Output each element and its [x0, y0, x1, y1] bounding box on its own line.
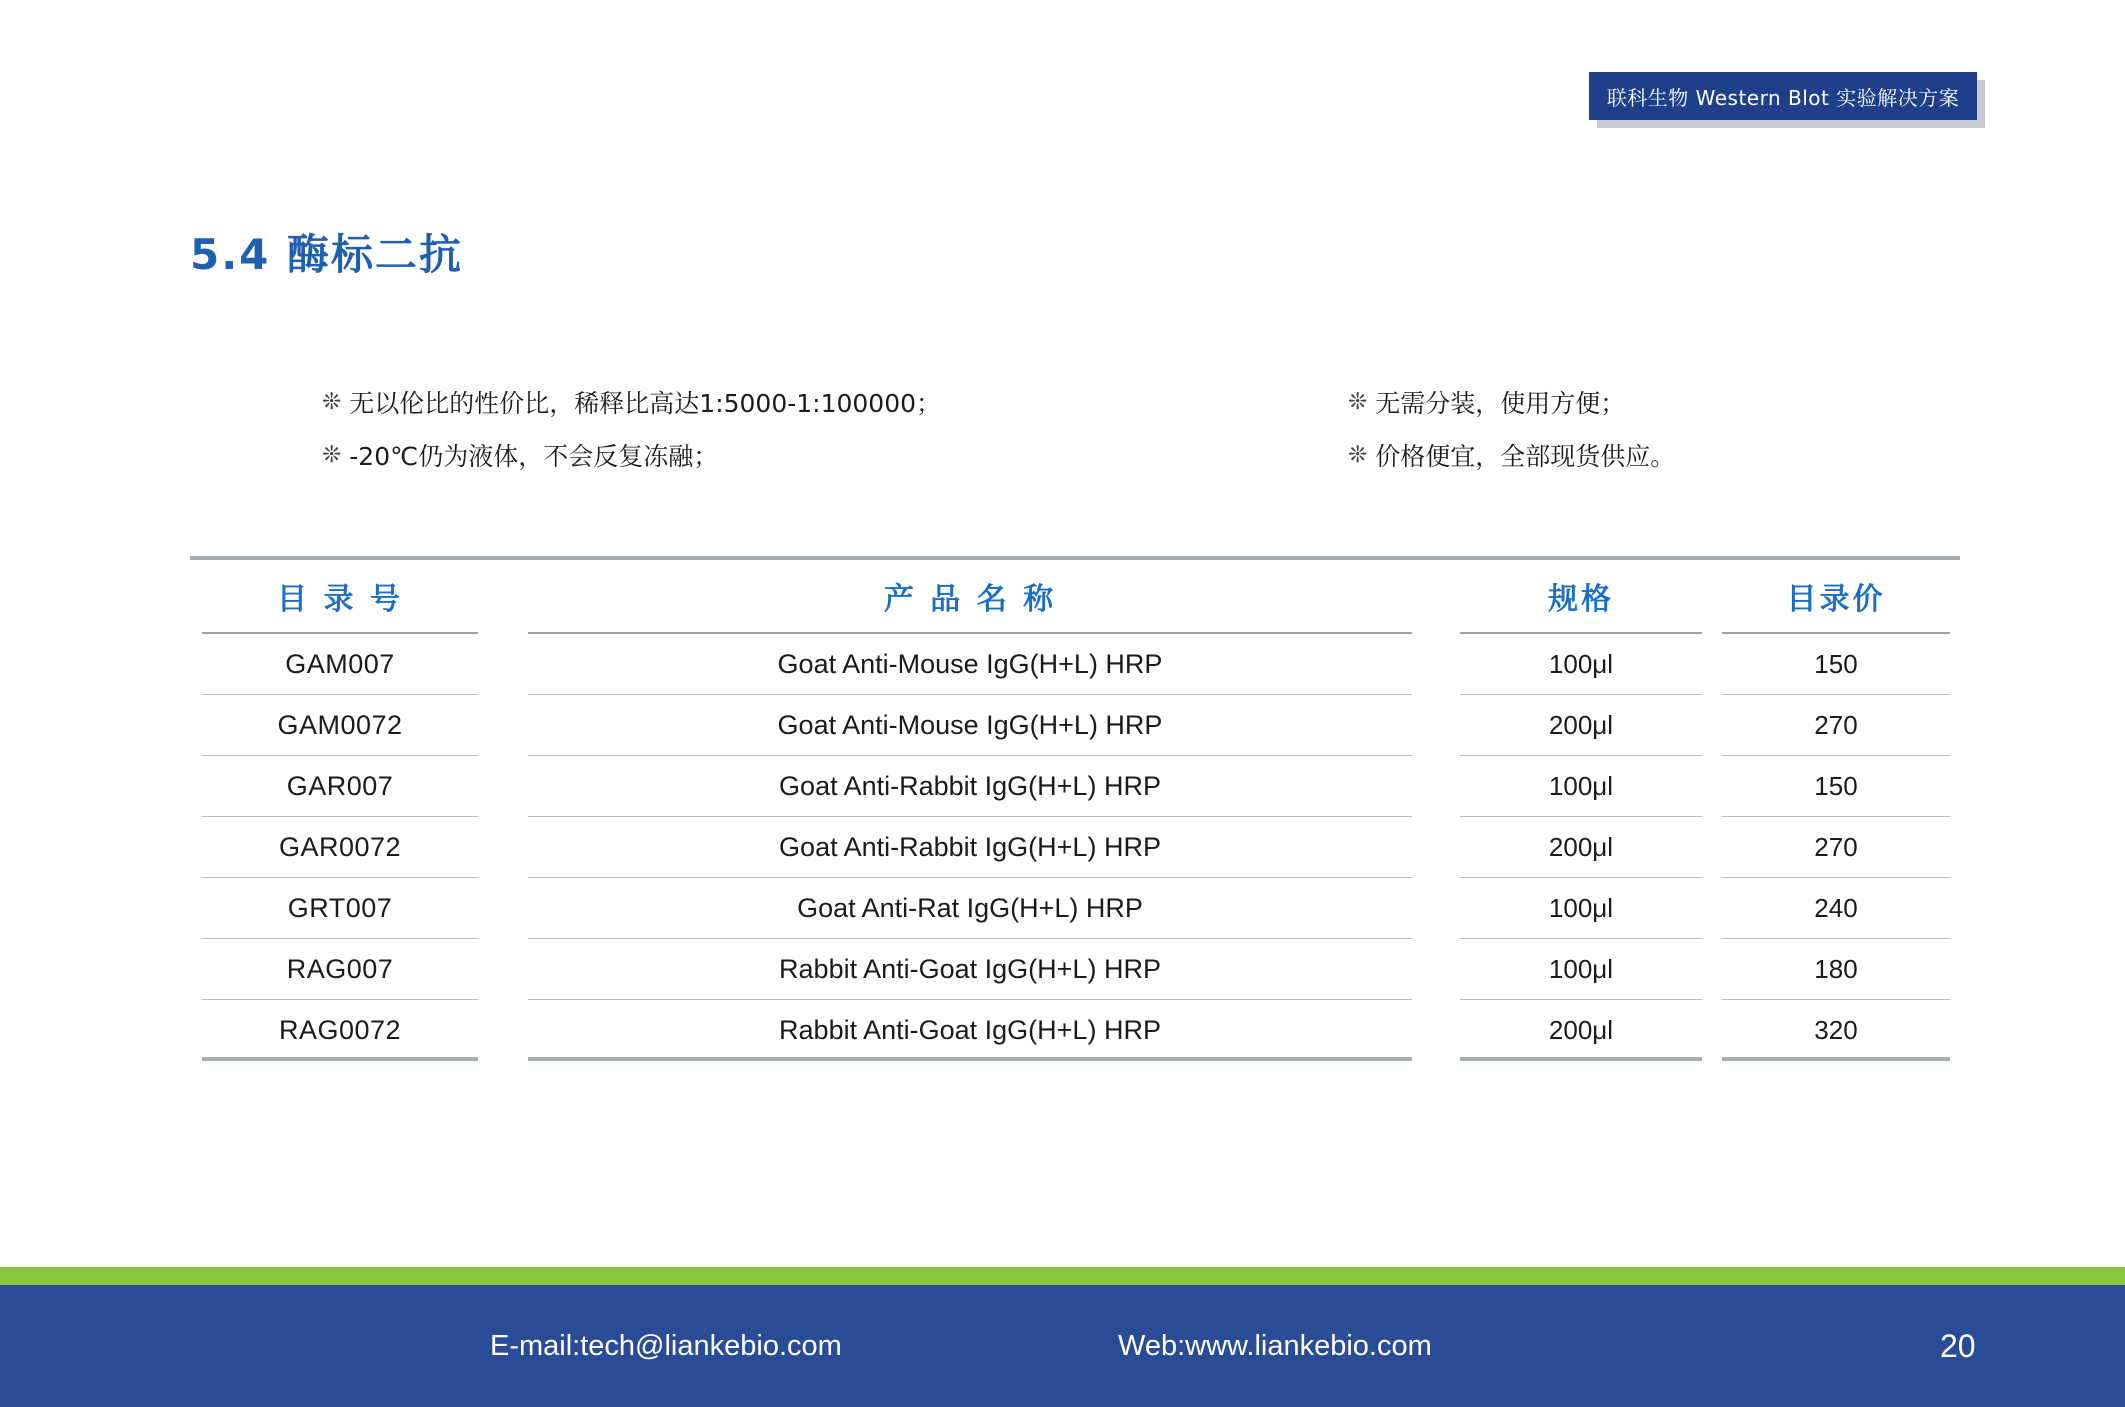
table-header-row	[190, 558, 1960, 634]
cell-catalog-no: GAR0072	[190, 817, 490, 878]
column-header-catalog-no: 目 录 号	[190, 558, 490, 634]
column-header-spec: 规格	[1450, 558, 1712, 634]
bullet-text: 无需分装，使用方便；	[1375, 389, 1626, 418]
header-ribbon-text: 联科生物 Western Blot 实验解决方案	[1606, 85, 1960, 110]
table-row	[190, 878, 1960, 939]
cell-product-name: Goat Anti-Mouse IgG(H+L) HRP	[490, 695, 1450, 756]
list-item	[322, 388, 941, 419]
flower-bullet-icon: ❊	[1348, 442, 1368, 469]
cell-price: 270	[1712, 695, 1960, 756]
table-row	[190, 695, 1960, 756]
header-ribbon	[1589, 72, 1977, 120]
list-item	[322, 441, 941, 472]
cell-catalog-no: RAG0072	[190, 1000, 490, 1061]
cell-catalog-no: GAR007	[190, 756, 490, 817]
cell-price: 320	[1712, 1000, 1960, 1061]
product-table	[190, 556, 1960, 1061]
cell-spec: 200μl	[1450, 1000, 1712, 1061]
bullet-text: -20℃仍为液体，不会反复冻融；	[349, 442, 719, 472]
cell-price: 180	[1712, 939, 1960, 1000]
bullet-column-right	[1348, 388, 1675, 495]
footer-accent-bar	[0, 1267, 2125, 1285]
cell-catalog-no: GRT007	[190, 878, 490, 939]
cell-price: 150	[1712, 756, 1960, 817]
table-row	[190, 1000, 1960, 1061]
bullet-column-left	[322, 388, 941, 495]
column-header-price: 目录价	[1712, 558, 1960, 634]
table-body	[190, 634, 1960, 1061]
cell-product-name: Goat Anti-Rabbit IgG(H+L) HRP	[490, 817, 1450, 878]
cell-spec: 100μl	[1450, 939, 1712, 1000]
bullet-text: 价格便宜，全部现货供应。	[1375, 442, 1676, 472]
column-header-product-name: 产 品 名 称	[490, 558, 1450, 634]
table-header	[190, 558, 1960, 634]
cell-product-name: Rabbit Anti-Goat IgG(H+L) HRP	[490, 1000, 1450, 1061]
cell-catalog-no: GAM0072	[190, 695, 490, 756]
cell-product-name: Goat Anti-Rabbit IgG(H+L) HRP	[490, 756, 1450, 817]
footer-bar	[0, 1285, 2125, 1407]
product-table-container	[190, 556, 1960, 1061]
list-item	[1348, 441, 1675, 472]
footer-email: E-mail:tech@liankebio.com	[490, 1330, 842, 1362]
cell-catalog-no: GAM007	[190, 634, 490, 695]
table-row	[190, 756, 1960, 817]
cell-product-name: Goat Anti-Rat IgG(H+L) HRP	[490, 878, 1450, 939]
list-item	[1348, 388, 1675, 419]
page-number: 20	[1940, 1328, 1976, 1364]
page-title: 5.4 酶标二抗	[190, 230, 464, 279]
cell-spec: 100μl	[1450, 878, 1712, 939]
cell-price: 150	[1712, 634, 1960, 695]
cell-spec: 200μl	[1450, 695, 1712, 756]
cell-catalog-no: RAG007	[190, 939, 490, 1000]
cell-spec: 200μl	[1450, 817, 1712, 878]
cell-product-name: Rabbit Anti-Goat IgG(H+L) HRP	[490, 939, 1450, 1000]
table-row	[190, 817, 1960, 878]
flower-bullet-icon: ❊	[322, 389, 342, 415]
table-row	[190, 634, 1960, 695]
flower-bullet-icon: ❊	[322, 442, 342, 469]
table-row	[190, 939, 1960, 1000]
cell-spec: 100μl	[1450, 634, 1712, 695]
cell-price: 240	[1712, 878, 1960, 939]
bullet-text: 无以伦比的性价比，稀释比高达1:5000-1:100000；	[349, 389, 942, 418]
flower-bullet-icon: ❊	[1348, 389, 1368, 415]
cell-product-name: Goat Anti-Mouse IgG(H+L) HRP	[490, 634, 1450, 695]
footer-website: Web:www.liankebio.com	[1118, 1330, 1432, 1362]
cell-price: 270	[1712, 817, 1960, 878]
cell-spec: 100μl	[1450, 756, 1712, 817]
